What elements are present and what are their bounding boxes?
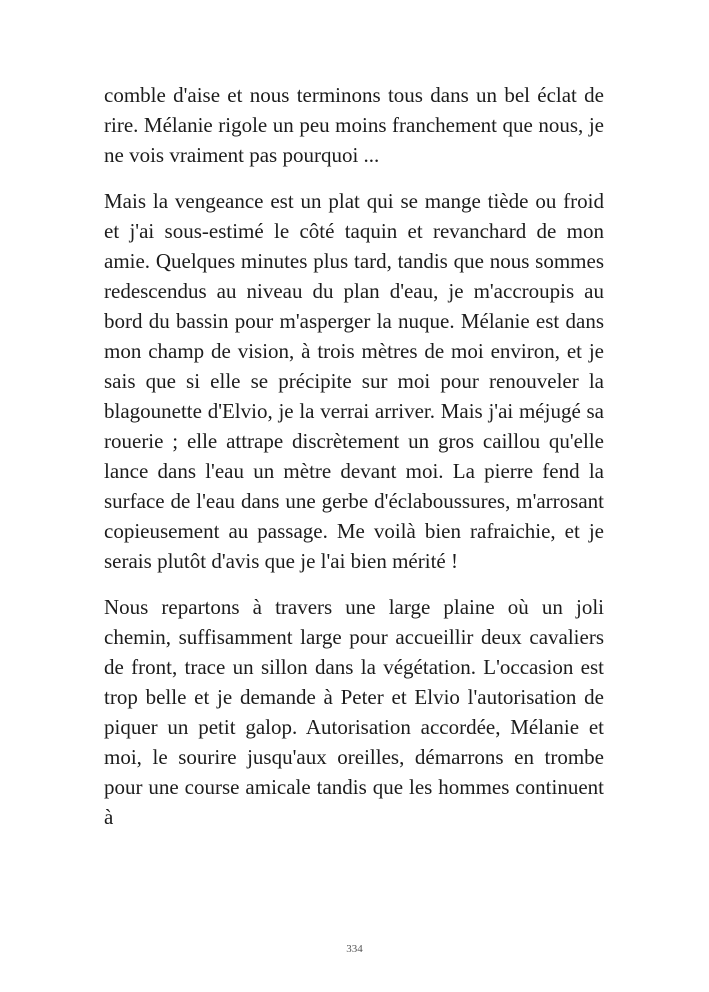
paragraph-1: comble d'aise et nous terminons tous dans un bel éclat de rire. Mélanie rigole un peu moins franchement que nous, je ne vois vraiment pas pourquoi ... (104, 83, 604, 167)
page-number: 334 (346, 943, 363, 955)
page-body (104, 80, 604, 848)
paragraph-3: Nous repartons à travers une large plaine où un joli chemin, suffisamment large pour accueillir deux cavaliers de front, trace un sillon dans la végétation. L'occasion est trop belle et je demande à Peter et Elvio l'autorisation de piquer un petit galop. Autorisation accordée, Mélanie et moi, le sourire jusqu'aux oreilles, démarrons en trombe pour une course amicale tandis que les hommes continuent à (104, 595, 604, 829)
paragraph-2: Mais la vengeance est un plat qui se mange tiède ou froid et j'ai sous-estimé le côté taquin et revanchard de mon amie. Quelques minutes plus tard, tandis que nous sommes redescendus au niveau du plan d'eau, je m'accroupis au bord du bassin pour m'asperger la nuque. Mélanie est dans mon champ de vision, à trois mètres de moi environ, et je sais que si elle se précipite sur moi pour renouveler la blagounette d'Elvio, je la verrai arriver. Mais j'ai méjugé sa rouerie ; elle attrape discrètement un gros caillou qu'elle lance dans l'eau un mètre devant moi. La pierre fend la surface de l'eau dans une gerbe d'éclaboussures, m'arrosant copieusement au passage. Me voilà bien rafraichie, et je serais plutôt d'avis que je l'ai bien mérité ! (104, 189, 604, 573)
